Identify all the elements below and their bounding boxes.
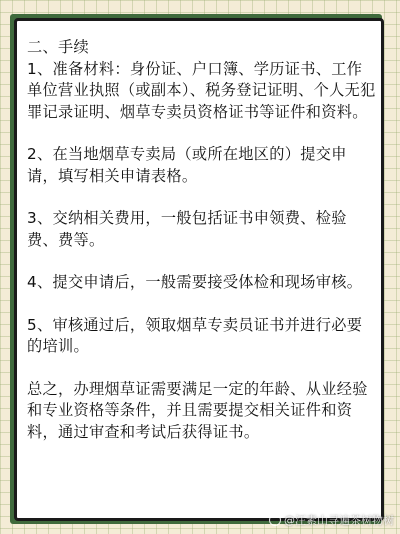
step-2: 2、在当地烟草专卖局（或所在地区的）提交申请，填写相关申请表格。 xyxy=(27,145,347,185)
document-content xyxy=(27,37,377,443)
document-card xyxy=(14,18,384,521)
watermark-text: @汪素山寻遍茶树物树 xyxy=(284,514,394,527)
summary-paragraph: 总之，办理烟草证需要满足一定的年龄、从业经验和专业资格等条件，并且需要提交相关证件和资料，通过审查和考试后获得证书。 xyxy=(27,379,368,441)
step-4: 4、提交申请后，一般需要接受体检和现场审核。 xyxy=(27,273,363,291)
step-5: 5、审核通过后，领取烟草专卖员证书并进行必要的培训。 xyxy=(27,315,363,355)
watermark-logo-icon xyxy=(269,514,281,526)
watermark xyxy=(269,512,394,528)
step-1: 1、准备材料：身份证、户口簿、学历证书、工作单位营业执照（或副本）、税务登记证明、个人无犯罪记录证明、烟草专卖员资格证书等证件和资料。 xyxy=(27,59,376,121)
card-shadow-frame xyxy=(10,14,382,524)
section-title: 二、手续 xyxy=(27,38,89,56)
step-3: 3、交纳相关费用，一般包括证书申领费、检验费、费等。 xyxy=(27,209,347,249)
